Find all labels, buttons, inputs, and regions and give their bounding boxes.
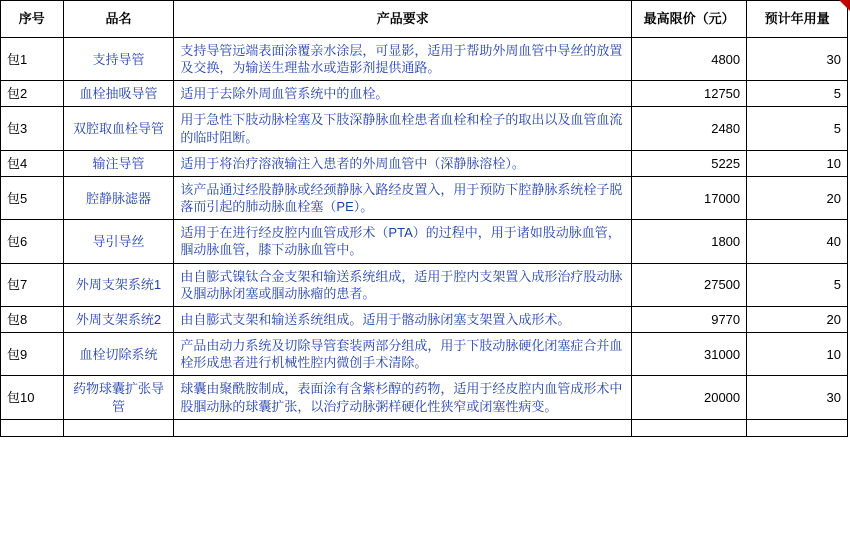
table-row <box>1 220 848 263</box>
cell-name: 外周支架系统1 <box>63 263 174 306</box>
cell-name: 外周支架系统2 <box>63 306 174 332</box>
cell-quantity: 5 <box>747 81 848 107</box>
cell-requirement <box>174 419 632 436</box>
cell-name: 导引导丝 <box>63 220 174 263</box>
cell-quantity: 20 <box>747 176 848 219</box>
cell-name: 血栓切除系统 <box>63 333 174 376</box>
cell-quantity: 5 <box>747 107 848 150</box>
cell-name: 腔静脉滤器 <box>63 176 174 219</box>
table-row <box>1 333 848 376</box>
cell-requirement: 适用于去除外周血管系统中的血栓。 <box>174 81 632 107</box>
cell-quantity: 10 <box>747 333 848 376</box>
column-header-quantity: 预计年用量 <box>747 1 848 38</box>
cell-no: 包5 <box>1 176 64 219</box>
cell-comment-marker-icon <box>839 0 850 11</box>
cell-no: 包4 <box>1 150 64 176</box>
cell-no <box>1 419 64 436</box>
cell-name: 血栓抽吸导管 <box>63 81 174 107</box>
table-row <box>1 38 848 81</box>
table-row <box>1 306 848 332</box>
cell-price: 27500 <box>632 263 747 306</box>
cell-no: 包1 <box>1 38 64 81</box>
table-row <box>1 150 848 176</box>
cell-name: 输注导管 <box>63 150 174 176</box>
cell-no: 包6 <box>1 220 64 263</box>
cell-name: 支持导管 <box>63 38 174 81</box>
cell-price: 5225 <box>632 150 747 176</box>
cell-requirement: 由自膨式镍钛合金支架和输送系统组成，适用于腔内支架置入成形治疗股动脉及腘动脉闭塞或腘动脉瘤的患者。 <box>174 263 632 306</box>
cell-price: 4800 <box>632 38 747 81</box>
table-row <box>1 176 848 219</box>
cell-no: 包8 <box>1 306 64 332</box>
cell-requirement: 该产品通过经股静脉或经颈静脉入路经皮置入，用于预防下腔静脉系统栓子脱落而引起的肺动脉血栓塞（PE）。 <box>174 176 632 219</box>
cell-price: 12750 <box>632 81 747 107</box>
table-row <box>1 107 848 150</box>
cell-name <box>63 419 174 436</box>
cell-requirement: 适用于将治疗溶液输注入患者的外周血管中（深静脉溶栓）。 <box>174 150 632 176</box>
table-row-partial <box>1 419 848 436</box>
cell-price <box>632 419 747 436</box>
cell-requirement: 适用于在进行经皮腔内血管成形术（PTA）的过程中，用于诸如股动脉血管，腘动脉血管，膝下动脉血管中。 <box>174 220 632 263</box>
cell-requirement: 球囊由聚酰胺制成，表面涂有含紫杉醇的药物，适用于经皮腔内血管成形术中股腘动脉的球囊扩张，以治疗动脉粥样硬化性狭窄或闭塞性病变。 <box>174 376 632 419</box>
cell-quantity: 10 <box>747 150 848 176</box>
cell-no: 包10 <box>1 376 64 419</box>
cell-price: 20000 <box>632 376 747 419</box>
cell-no: 包2 <box>1 81 64 107</box>
cell-quantity: 20 <box>747 306 848 332</box>
column-header-price: 最高限价（元） <box>632 1 747 38</box>
cell-requirement: 用于急性下肢动脉栓塞及下肢深静脉血栓患者血栓和栓子的取出以及血管血流的临时阻断。 <box>174 107 632 150</box>
cell-price: 17000 <box>632 176 747 219</box>
cell-quantity: 30 <box>747 376 848 419</box>
cell-quantity: 30 <box>747 38 848 81</box>
table-row <box>1 81 848 107</box>
cell-requirement: 由自膨式支架和输送系统组成。适用于髂动脉闭塞支架置入成形术。 <box>174 306 632 332</box>
cell-requirement: 产品由动力系统及切除导管套装两部分组成，用于下肢动脉硬化闭塞症合并血栓形成患者进行机械性腔内微创手术清除。 <box>174 333 632 376</box>
cell-quantity: 40 <box>747 220 848 263</box>
cell-quantity <box>747 419 848 436</box>
column-header-no: 序号 <box>1 1 64 38</box>
cell-no: 包7 <box>1 263 64 306</box>
cell-price: 2480 <box>632 107 747 150</box>
cell-price: 9770 <box>632 306 747 332</box>
column-header-name: 品名 <box>63 1 174 38</box>
column-header-requirement: 产品要求 <box>174 1 632 38</box>
cell-quantity: 5 <box>747 263 848 306</box>
cell-name: 双腔取血栓导管 <box>63 107 174 150</box>
cell-no: 包9 <box>1 333 64 376</box>
table-header-row <box>1 1 848 38</box>
cell-price: 31000 <box>632 333 747 376</box>
table-row <box>1 376 848 419</box>
cell-price: 1800 <box>632 220 747 263</box>
cell-requirement: 支持导管远端表面涂覆亲水涂层，可显影，适用于帮助外周血管中导丝的放置及交换，为输送生理盐水或造影剂提供通路。 <box>174 38 632 81</box>
cell-no: 包3 <box>1 107 64 150</box>
cell-name: 药物球囊扩张导管 <box>63 376 174 419</box>
table-row <box>1 263 848 306</box>
